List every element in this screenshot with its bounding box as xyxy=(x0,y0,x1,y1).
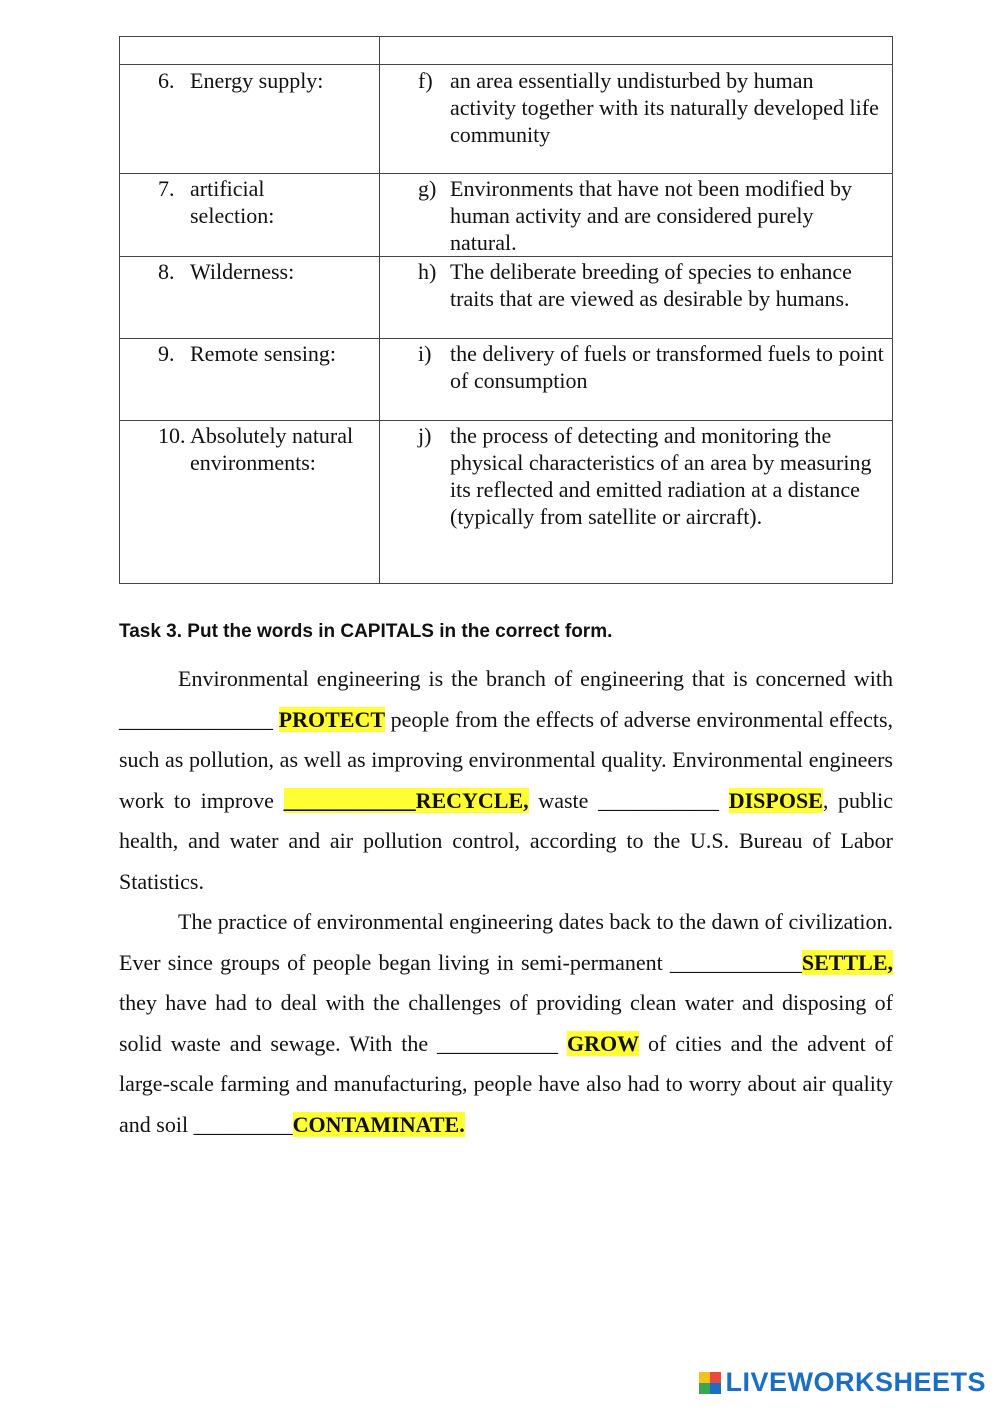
table-row xyxy=(120,37,893,65)
table-row xyxy=(120,65,893,174)
liveworksheets-logo xyxy=(699,1367,986,1398)
term-cell xyxy=(120,65,380,174)
definition-cell xyxy=(380,174,893,257)
liveworksheets-logo-icon xyxy=(699,1372,721,1394)
definition-cell xyxy=(380,339,893,421)
matching-table xyxy=(119,36,893,584)
definition-text: the process of detecting and monitoring the physical characteristics of an area by measuring its reflected and emitted radiation at a distance (typically from satellite or aircraft). xyxy=(450,423,872,529)
task-3-title: Task 3. Put the words in CAPITALS in the correct form. xyxy=(119,621,613,642)
term-number: 8. xyxy=(158,259,175,284)
term-number: 9. xyxy=(158,341,175,366)
term-cell xyxy=(120,421,380,584)
term-text: Absolutely natural environments: xyxy=(190,423,354,475)
brand-name: LIVEWORKSHEETS xyxy=(725,1367,986,1397)
paragraph-1: Environmental engineering is the branch of engineering that is concerned with ______________ PROTECT people from the effects of adverse environmental effects, such as pollution, as well as improving environmental quality. Environmental engineers work to improve ____________RECYCLE, waste ___________ DISPOSE, public health, and water and air pollution control, according to the U.S. Bureau of Labor Statistics. xyxy=(119,666,894,894)
term-number: 10. xyxy=(158,423,186,448)
capital-word: SETTLE, xyxy=(801,949,893,975)
capital-word: GROW xyxy=(566,1030,640,1056)
term-cell xyxy=(120,339,380,421)
answer-blank[interactable]: _________ xyxy=(193,1111,293,1137)
term-number: 7. xyxy=(158,176,175,201)
term-cell xyxy=(120,174,380,257)
answer-blank[interactable]: ____________ xyxy=(669,949,802,975)
definition-text: an area essentially undisturbed by human activity together with its naturally developed life community xyxy=(450,68,879,147)
definition-letter: f) xyxy=(418,68,433,93)
matching-exercise xyxy=(119,36,893,584)
term-cell xyxy=(120,257,380,339)
term-text: artificial selection: xyxy=(190,176,275,228)
capital-word: CONTAMINATE. xyxy=(292,1111,465,1137)
capital-word[interactable]: ____________RECYCLE, xyxy=(283,787,529,813)
definition-letter: h) xyxy=(418,259,437,284)
definition-cell xyxy=(380,421,893,584)
table-row xyxy=(120,257,893,339)
answer-blank[interactable]: ______________ xyxy=(119,706,273,732)
table-row xyxy=(120,421,893,584)
definition-letter: i) xyxy=(418,341,432,366)
task-3-passage xyxy=(119,659,893,1145)
term-text: Wilderness: xyxy=(190,259,295,284)
term-text: Remote sensing: xyxy=(190,341,337,366)
table-row xyxy=(120,339,893,421)
definition-text: the delivery of fuels or transformed fuels to point of consumption xyxy=(450,341,884,393)
definition-text: Environments that have not been modified by human activity and are considered purely natural. xyxy=(450,176,853,255)
capital-word: PROTECT xyxy=(278,706,386,732)
definition-letter: j) xyxy=(418,423,432,448)
answer-blank[interactable]: ___________ xyxy=(437,1030,559,1056)
definition-text: The deliberate breeding of species to enhance traits that are viewed as desirable by humans. xyxy=(450,259,852,311)
definition-cell xyxy=(380,65,893,174)
capital-word: DISPOSE xyxy=(728,787,823,813)
definition-letter: g) xyxy=(418,176,437,201)
answer-blank[interactable]: ___________ xyxy=(598,787,720,813)
term-text: Energy supply: xyxy=(190,68,324,93)
term-number: 6. xyxy=(158,68,175,93)
table-row xyxy=(120,174,893,257)
definition-cell xyxy=(380,257,893,339)
paragraph-2: The practice of environmental engineering dates back to the dawn of civilization. Ever since groups of people began living in semi-permanent ____________SETTLE, they have had to deal with the challenges of providing clean water and disposing of solid waste and sewage. With the ___________ GROW of cities and the advent of large-scale farming and manufacturing, people have also had to worry about air quality and soil _________CONTAMINATE. xyxy=(119,909,894,1137)
